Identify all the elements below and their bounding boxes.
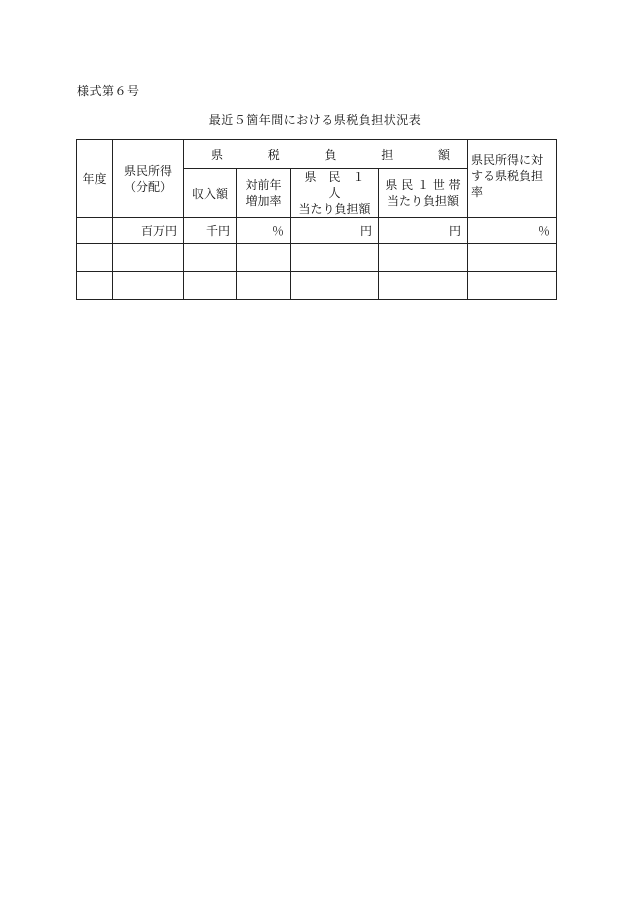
table-cell: [77, 244, 113, 272]
group-char-3: 負: [324, 147, 337, 162]
table-cell: [113, 272, 184, 300]
table-cell: [291, 272, 379, 300]
header-growth-rate: [237, 169, 291, 218]
table-cell: [184, 272, 237, 300]
unit-per-household: 円: [379, 218, 468, 244]
header-burden-ratio-line3: 率: [471, 185, 484, 199]
header-per-person: [291, 169, 379, 218]
group-char-5: 額: [438, 147, 451, 162]
table-cell: [379, 244, 468, 272]
tax-burden-table: [76, 139, 557, 300]
document-title: 最近５箇年間における県税負担状況表: [208, 113, 422, 127]
header-income-line1: 県民所得: [123, 163, 172, 178]
table-row: [77, 244, 557, 272]
unit-revenue: 千円: [184, 218, 237, 244]
form-number: 様式第６号: [77, 84, 140, 98]
header-per-person-line1: 県 民 １ 人: [304, 170, 377, 200]
table-cell: [379, 272, 468, 300]
header-income-line2: （分配）: [123, 179, 172, 194]
table-row: [77, 272, 557, 300]
header-burden-ratio-line1: 県民所得に対: [471, 153, 544, 167]
unit-burden-ratio: ％: [468, 218, 557, 244]
units-row: [77, 218, 557, 244]
header-per-household-line1: 県 民 １ 世 帯: [385, 178, 461, 192]
header-growth-line2: 増加率: [245, 194, 282, 208]
group-char-1: 県: [211, 147, 224, 162]
header-burden-ratio: [468, 140, 557, 218]
table-cell: [113, 244, 184, 272]
table-cell: [291, 244, 379, 272]
header-burden-ratio-line2: する県税負担: [471, 169, 544, 183]
header-tax-burden-group: [184, 140, 468, 169]
unit-growth: ％: [237, 218, 291, 244]
header-tax-burden-group-label: [187, 146, 464, 163]
header-growth-line1: 対前年: [245, 178, 282, 192]
header-per-household: [379, 169, 468, 218]
unit-per-person: 円: [291, 218, 379, 244]
table-cell: [468, 272, 557, 300]
header-revenue: 収入額: [184, 169, 237, 218]
header-per-household-line2: 当たり負担額: [387, 194, 460, 208]
table-cell: [77, 272, 113, 300]
table-cell: [237, 272, 291, 300]
header-year: 年度: [77, 140, 113, 218]
table-cell: [184, 244, 237, 272]
unit-income: 百万円: [113, 218, 184, 244]
header-prefectural-income: [113, 140, 184, 218]
group-char-2: 税: [267, 147, 280, 162]
header-per-person-line2: 当たり負担額: [298, 202, 371, 216]
group-char-4: 担: [381, 147, 394, 162]
table-cell: [468, 244, 557, 272]
table-cell: [237, 244, 291, 272]
unit-year: [77, 218, 113, 244]
